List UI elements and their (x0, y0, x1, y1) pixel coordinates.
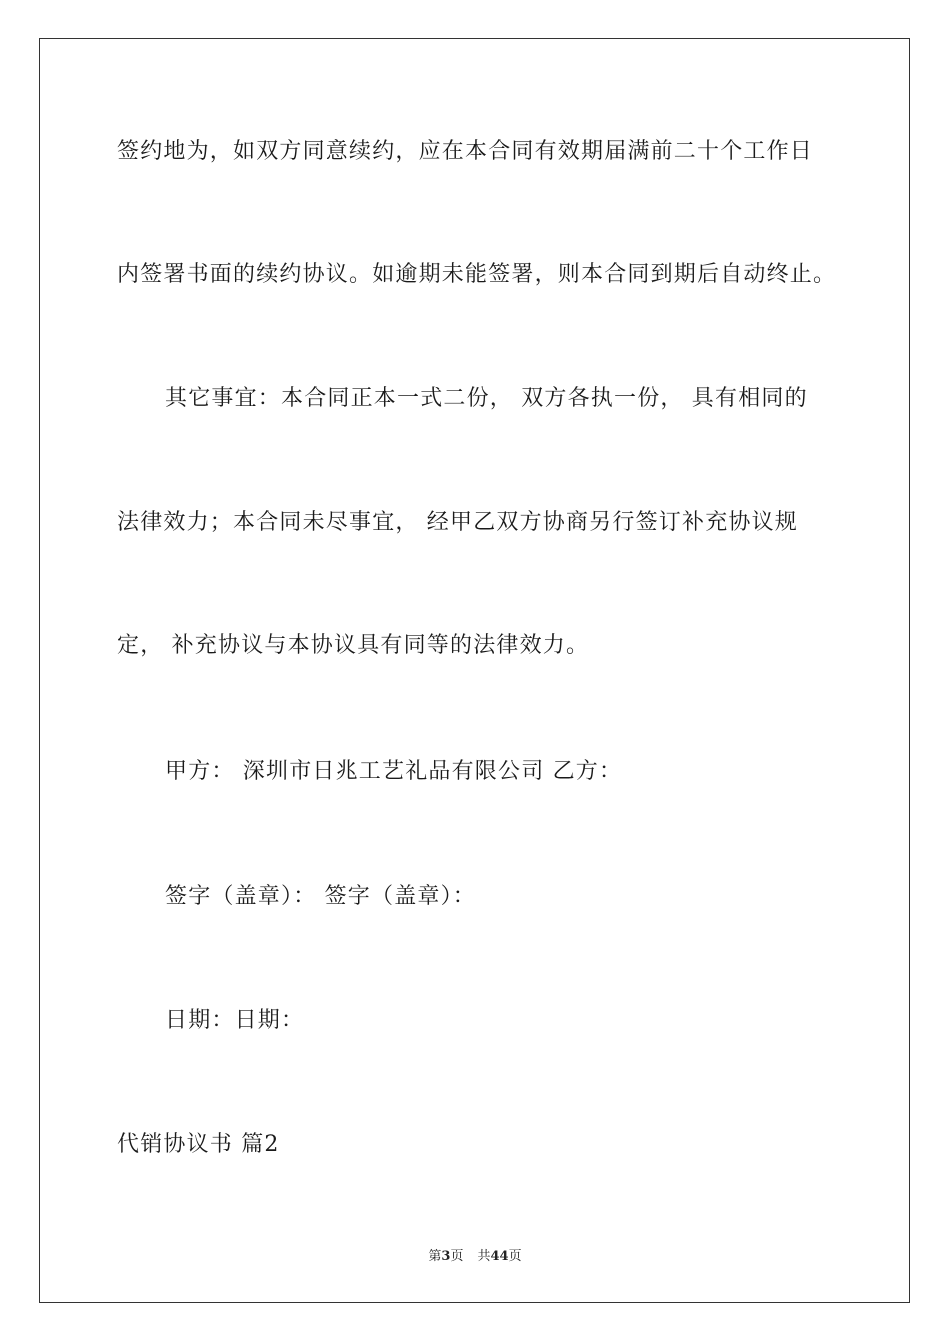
body-line-5: 定， 补充协议与本协议具有同等的法律效力。 (117, 633, 590, 658)
footer-page-number: 3 (441, 1249, 451, 1264)
footer-total-pages: 44 (490, 1249, 509, 1264)
body-line-2: 内签署书面的续约协议。如逾期未能签署，则本合同到期后自动终止。 (117, 262, 837, 287)
party-line: 甲方： 深圳市日兆工艺礼品有限公司 乙方： (165, 759, 623, 784)
footer-page-suffix: 页 (450, 1249, 464, 1264)
footer-page-prefix: 第 (428, 1249, 442, 1264)
footer-total-prefix: 共 (477, 1249, 491, 1264)
page-footer (0, 1248, 950, 1266)
date-line: 日期：日期： (165, 1008, 305, 1033)
body-line-4: 法律效力；本合同未尽事宜， 经甲乙双方协商另行签订补充协议规 (117, 510, 798, 535)
section-heading: 代销协议书 篇2 (117, 1132, 280, 1157)
body-line-1: 签约地为，如双方同意续约，应在本合同有效期届满前二十个工作日 (117, 139, 814, 164)
page-border (39, 38, 910, 1303)
signature-line: 签字（盖章）： 签字（盖章）： (165, 884, 476, 909)
footer-total-suffix: 页 (508, 1249, 522, 1264)
body-line-3: 其它事宜：本合同正本一式二份， 双方各执一份， 具有相同的 (165, 386, 808, 411)
